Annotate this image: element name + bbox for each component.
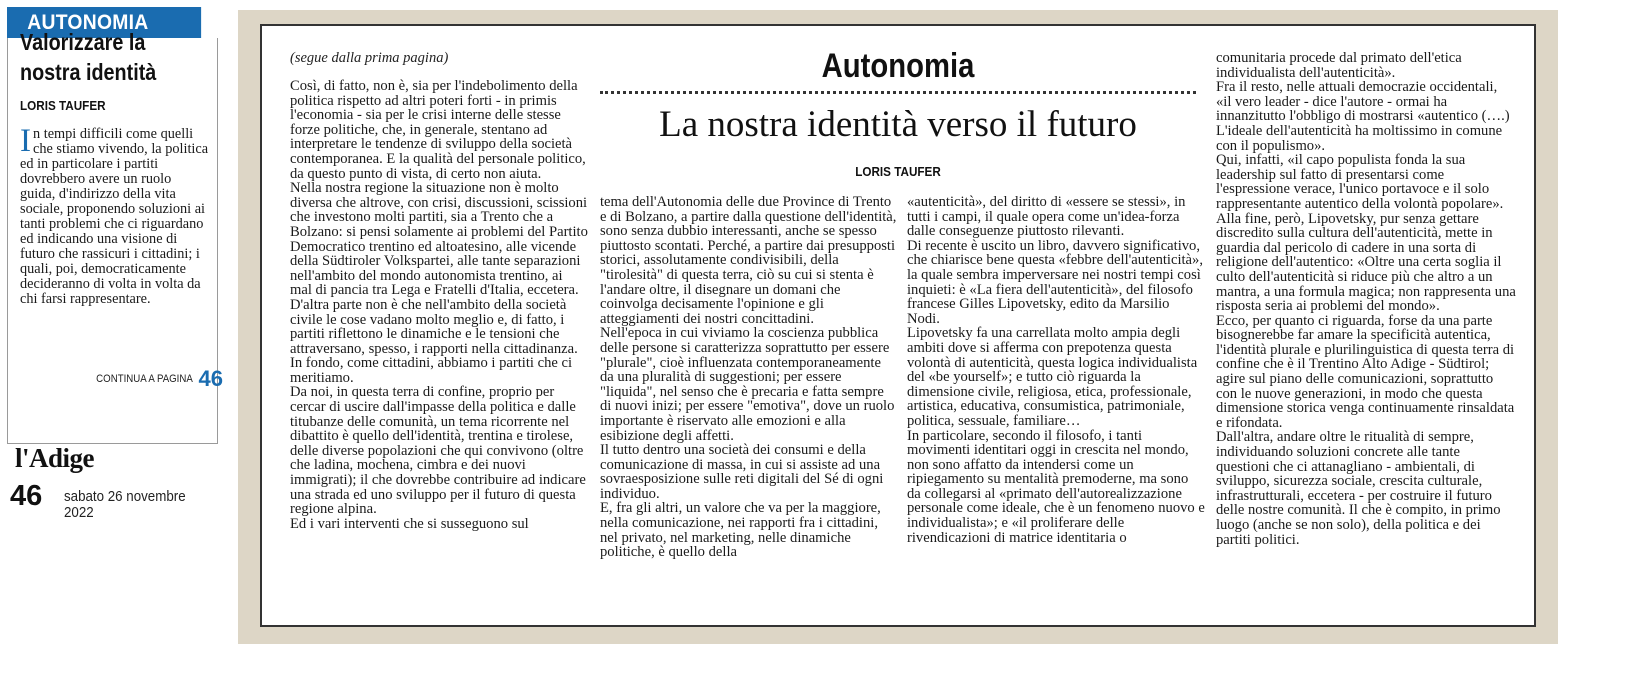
article-byline: LORIS TAUFER (855, 164, 941, 179)
paragraph: Il tutto dentro una società dei consumi e della comunicazione di massa, in cui si assiste ad una sovraesposizione sulle reti digitali del Sé di ogni individuo. (600, 442, 884, 502)
teaser-text (20, 123, 210, 307)
article-column-4 (1216, 51, 1516, 547)
teaser-dropcap: I (20, 123, 31, 159)
paragraph: In particolare, secondo il filosofo, i tanti movimenti identitari oggi in crescita nel mondo, non sono affatto da intendersi come un ripiegamento su mentalità premoderne, ma sono da collegarsi al «primato dell'autorealizzazione personale come ideale, che è un fenomeno nuovo e individualista»; e «il proliferare delle rivendicazioni di matrice identitaria o (907, 427, 1205, 546)
paragraph: «autenticità», del diritto di «essere se stessi», in tutti i campi, il quale opera come un'idea-forza dalle conseguenze piuttosto rilevanti. (907, 194, 1186, 240)
paragraph: tema dell'Autonomia delle due Province di Trento e di Bolzano, a partire dalla questione dell'identità, sono senza dubbio interessanti, anche se spesso piuttosto scontati. Perché, a partire dai presupposti storici, assolutamente condivisibili, della "tirolesità" di questa terra, ciò su cui si stenta è l'andare oltre, il disegnare un domani che coinvolga decisamente l'opinione e gli atteggiamenti dei nostri concittadini. (600, 194, 897, 327)
paragraph: Fra il resto, nelle attuali democrazie occidentali, «il vero leader - dice l'autore - ormai ha innanzitutto l'obbligo di mostrarsi «autentico (….) L'ideale dell'autenticità ha moltissimo in comune con il populismo». (1216, 79, 1510, 154)
teaser-body: n tempi difficili come quelli che stiamo vivendo, la politica ed in particolare i partiti dovrebbero avere un ruolo guida, d'indirizzo della vita sociale, proponendo soluzioni ai tanti problemi che ci riguardano ed indicando una visione di futuro che rassicuri i cittadini; i quali, poi, democraticamente decideranno di volta in volta da chi farsi rappresentare. (20, 126, 209, 307)
paragraph: D'altra parte non è che nell'ambito della società civile le cose vadano molto meglio e, di fatto, i partiti riflettono le dinamiche e le tensioni che attraversano, spesso, i rapporti nella cittadinanza. In fondo, come cittadini, abbiamo i partiti che ci meritiamo. (290, 296, 578, 386)
article-headline: La nostra identità verso il futuro (659, 104, 1137, 145)
article-column-3 (907, 195, 1205, 545)
paragraph: E, fra gli altri, un valore che va per la maggiore, nella comunicazione, nei rapporti fra i cittadini, nel privato, nel marketing, nelle dinamiche politiche, è quello della (600, 500, 881, 561)
paragraph: Nell'epoca in cui viviamo la coscienza pubblica delle persone si caratterizza soprattutto per essere "plurale", cioè influenzata contemporaneamente da una pluralità di suggestioni; per essere "liquida", nel senso che è precaria e fatta sempre di nuovi inizi; per essere "emotiva", dove un ruolo importante è riservato alle emozioni e alla esibizione degli affetti. (600, 325, 895, 444)
paragraph: Ecco, per quanto ci riguarda, forse da una parte bisognerebbe far amare la specificità autentica, l'identità plurale e plurilinguistica di questa terra di confine che è il Trentino Alto Adige - Südtirol; agire sul piano delle comunicazioni, soprattutto con le nuove generazioni, in modo che questa dimensione storica venga continuamente rinsaldata e rifondata. (1216, 312, 1515, 431)
article-kicker: (segue dalla prima pagina) (290, 50, 449, 66)
page-number: 46 (10, 480, 43, 512)
paragraph: Nella nostra regione la situazione non è molto diversa che altrove, con crisi, discussioni, scissioni che investono molti partiti, sia a Trento che a Bolzano: si pensi solamente ai problemi del Partito Democratico trentino ed altoatesino, alle vicende della Südtiroler Volkspartei, alle tante separazioni nell'ambito del mondo autonomista trentino, ai mal di pancia tra Lega e Fratelli d'Italia, eccetera. (290, 180, 588, 299)
section-label: AUTONOMIA (7, 7, 201, 38)
paragraph: Alla fine, però, Lipovetsky, pur senza gettare discredito sulla cultura dell'autenticità, mette in guardia dal pericolo di cadere in una sorta di religione dell'autentico: «Oltre una certa soglia il culto dell'autenticità si riduce più che altro a un mantra, a una formula magica; non rappresenta una risposta seria ai problemi del mondo». (1216, 210, 1516, 315)
continua-link[interactable] (83, 366, 223, 392)
continua-label: CONTINUA A PAGINA (95, 373, 193, 385)
continua-page-number: 46 (198, 366, 223, 391)
article-column-1 (290, 79, 588, 531)
article-rubric: Autonomia (821, 47, 975, 85)
paragraph: Così, di fatto, non è, sia per l'indebolimento della politica rispetto ad altri poteri forti - in primis l'economia - sia per le crisi interne delle stesse forze politiche, che, in generale, stentano ad interpretare le tendenze di sviluppo della società contemporanea. E la qualità del personale politico, da questo punto di vista, di certo non aiuta. (290, 78, 586, 182)
paragraph: Qui, infatti, «il capo populista fonda la sua leadership sul fatto di presentarsi come l'espressione verace, l'unico portavoce e il solo rappresentante autentico della volontà popolare». (1216, 152, 1504, 212)
paragraph: Dall'altra, andare oltre le ritualità di sempre, individuando soluzioni concrete alle tante questioni che ci attanagliano - ambientali, di sviluppo, sicurezza sociale, crescita culturale, infrastrutturali, eccetera - per costruire il futuro delle nostre comunità. Il che è compito, in primo luogo (anche se non solo), della politica e dei partiti politici. (1216, 429, 1501, 548)
paragraph: Lipovetsky fa una carrellata molto ampia degli ambiti dove si afferma con prepotenza questa volontà di autenticità, questa logica individualista del «be yourself»; e tutto ciò riguarda la dimensione civile, religiosa, etica, professionale, artistica, educativa, consumistica, patrimoniale, politica, sessuale, familiare… (907, 325, 1198, 429)
paragraph: comunitaria procede dal primato dell'etica individualista dell'autenticità». (1216, 50, 1462, 81)
article-column-2 (600, 195, 898, 560)
paragraph: Ed i vari interventi che si susseguono sul (290, 515, 529, 532)
teaser-title: Valorizzare la nostra identità (20, 29, 157, 85)
teaser-author: LORIS TAUFER (20, 98, 106, 113)
page-date: sabato 26 novembre 2022 (64, 489, 186, 521)
newspaper-logo: l'Adige (15, 443, 95, 473)
front-page-teaser-sidebar (0, 0, 232, 676)
paragraph: Di recente è uscito un libro, davvero significativo, che chiarisce bene questa «febbre dell'autenticità», la quale sembra imperversare nei nostri tempi così inquieti: è «La fiera dell'autenticità», del filosofo francese Gilles Lipovetsky, edito da Marsilio Nodi. (907, 237, 1203, 327)
paragraph: Da noi, in questa terra di confine, proprio per cercar di uscire dall'impasse della politica e dalle titubanze delle comunità, un tema ricorrente nel dibattito è quello dell'identità, trentina e tirolese, delle diverse popolazioni che qui convivono (oltre che ladina, mochena, cimbra e dei nuovi immigrati); il che dovrebbe contribuire ad indicare una strada ed uno sviluppo per il futuro di questa regione alpina. (290, 384, 586, 518)
rubric-divider (600, 91, 1196, 94)
